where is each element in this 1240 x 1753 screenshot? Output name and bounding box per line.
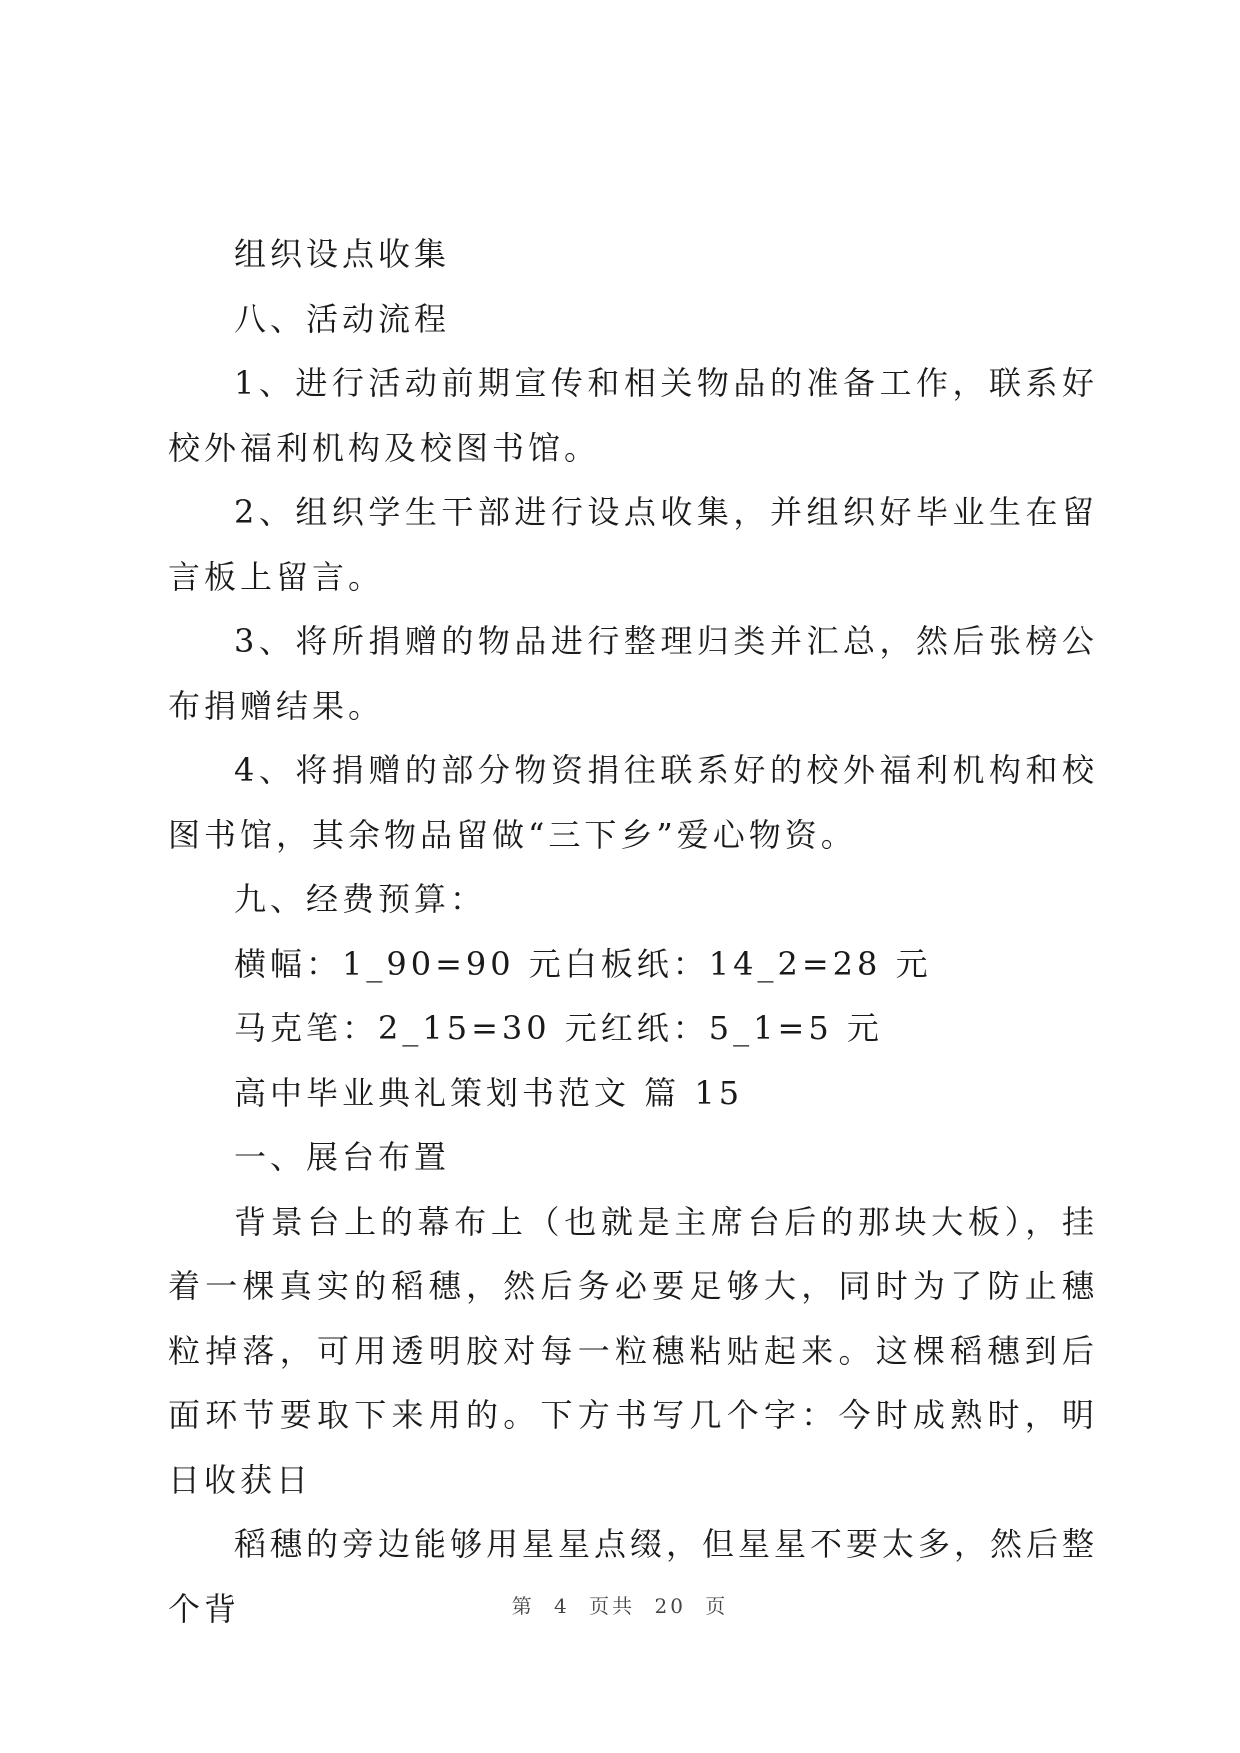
budget-line-2: 马克笔：2_15=30 元红纸：5_1=5 元 [234,1009,883,1047]
paragraph-step-4: 4、将捐赠的部分物资捐往联系好的校外福利机构和校图书馆，其余物品留做“三下乡”爱心物资。 [168,751,1098,854]
paragraph-1: 组织设点收集 [234,235,451,273]
paragraph-stars: 稻穗的旁边能够用星星点缀，但星星不要太多，然后整个背 [168,1525,1099,1628]
section-heading-stage-layout: 一、展台布置 [234,1138,451,1176]
section-heading-budget: 九、经费预算： [234,880,487,918]
paragraph-backdrop: 背景台上的幕布上（也就是主席台后的那块大板），挂着一棵真实的稻穗，然后务必要足够大，同时为了防止穗粒掉落，可用透明胶对每一粒穗粘贴起来。这棵稻穗到后面环节要取下来用的。下方书写几个字：今时成熟时，明日收获日 [168,1202,1098,1499]
budget-line-1: 横幅：1_90=90 元白板纸：14_2=28 元 [234,944,932,983]
article-title: 高中毕业典礼策划书范文 篇 15 [234,1073,744,1112]
paragraph-step-2: 2、组织学生干部进行设点收集，并组织好毕业生在留言板上留言。 [168,493,1098,596]
document-body [168,222,1098,1641]
page-number-footer: 第 4 页共 20 页 [511,1594,729,1618]
paragraph-step-3: 3、将所捐赠的物品进行整理归类并汇总，然后张榜公布捐赠结果。 [168,622,1098,725]
paragraph-step-1: 1、进行活动前期宣传和相关物品的准备工作，联系好校外福利机构及校图书馆。 [168,364,1098,467]
section-heading-activity-process: 八、活动流程 [234,299,451,338]
